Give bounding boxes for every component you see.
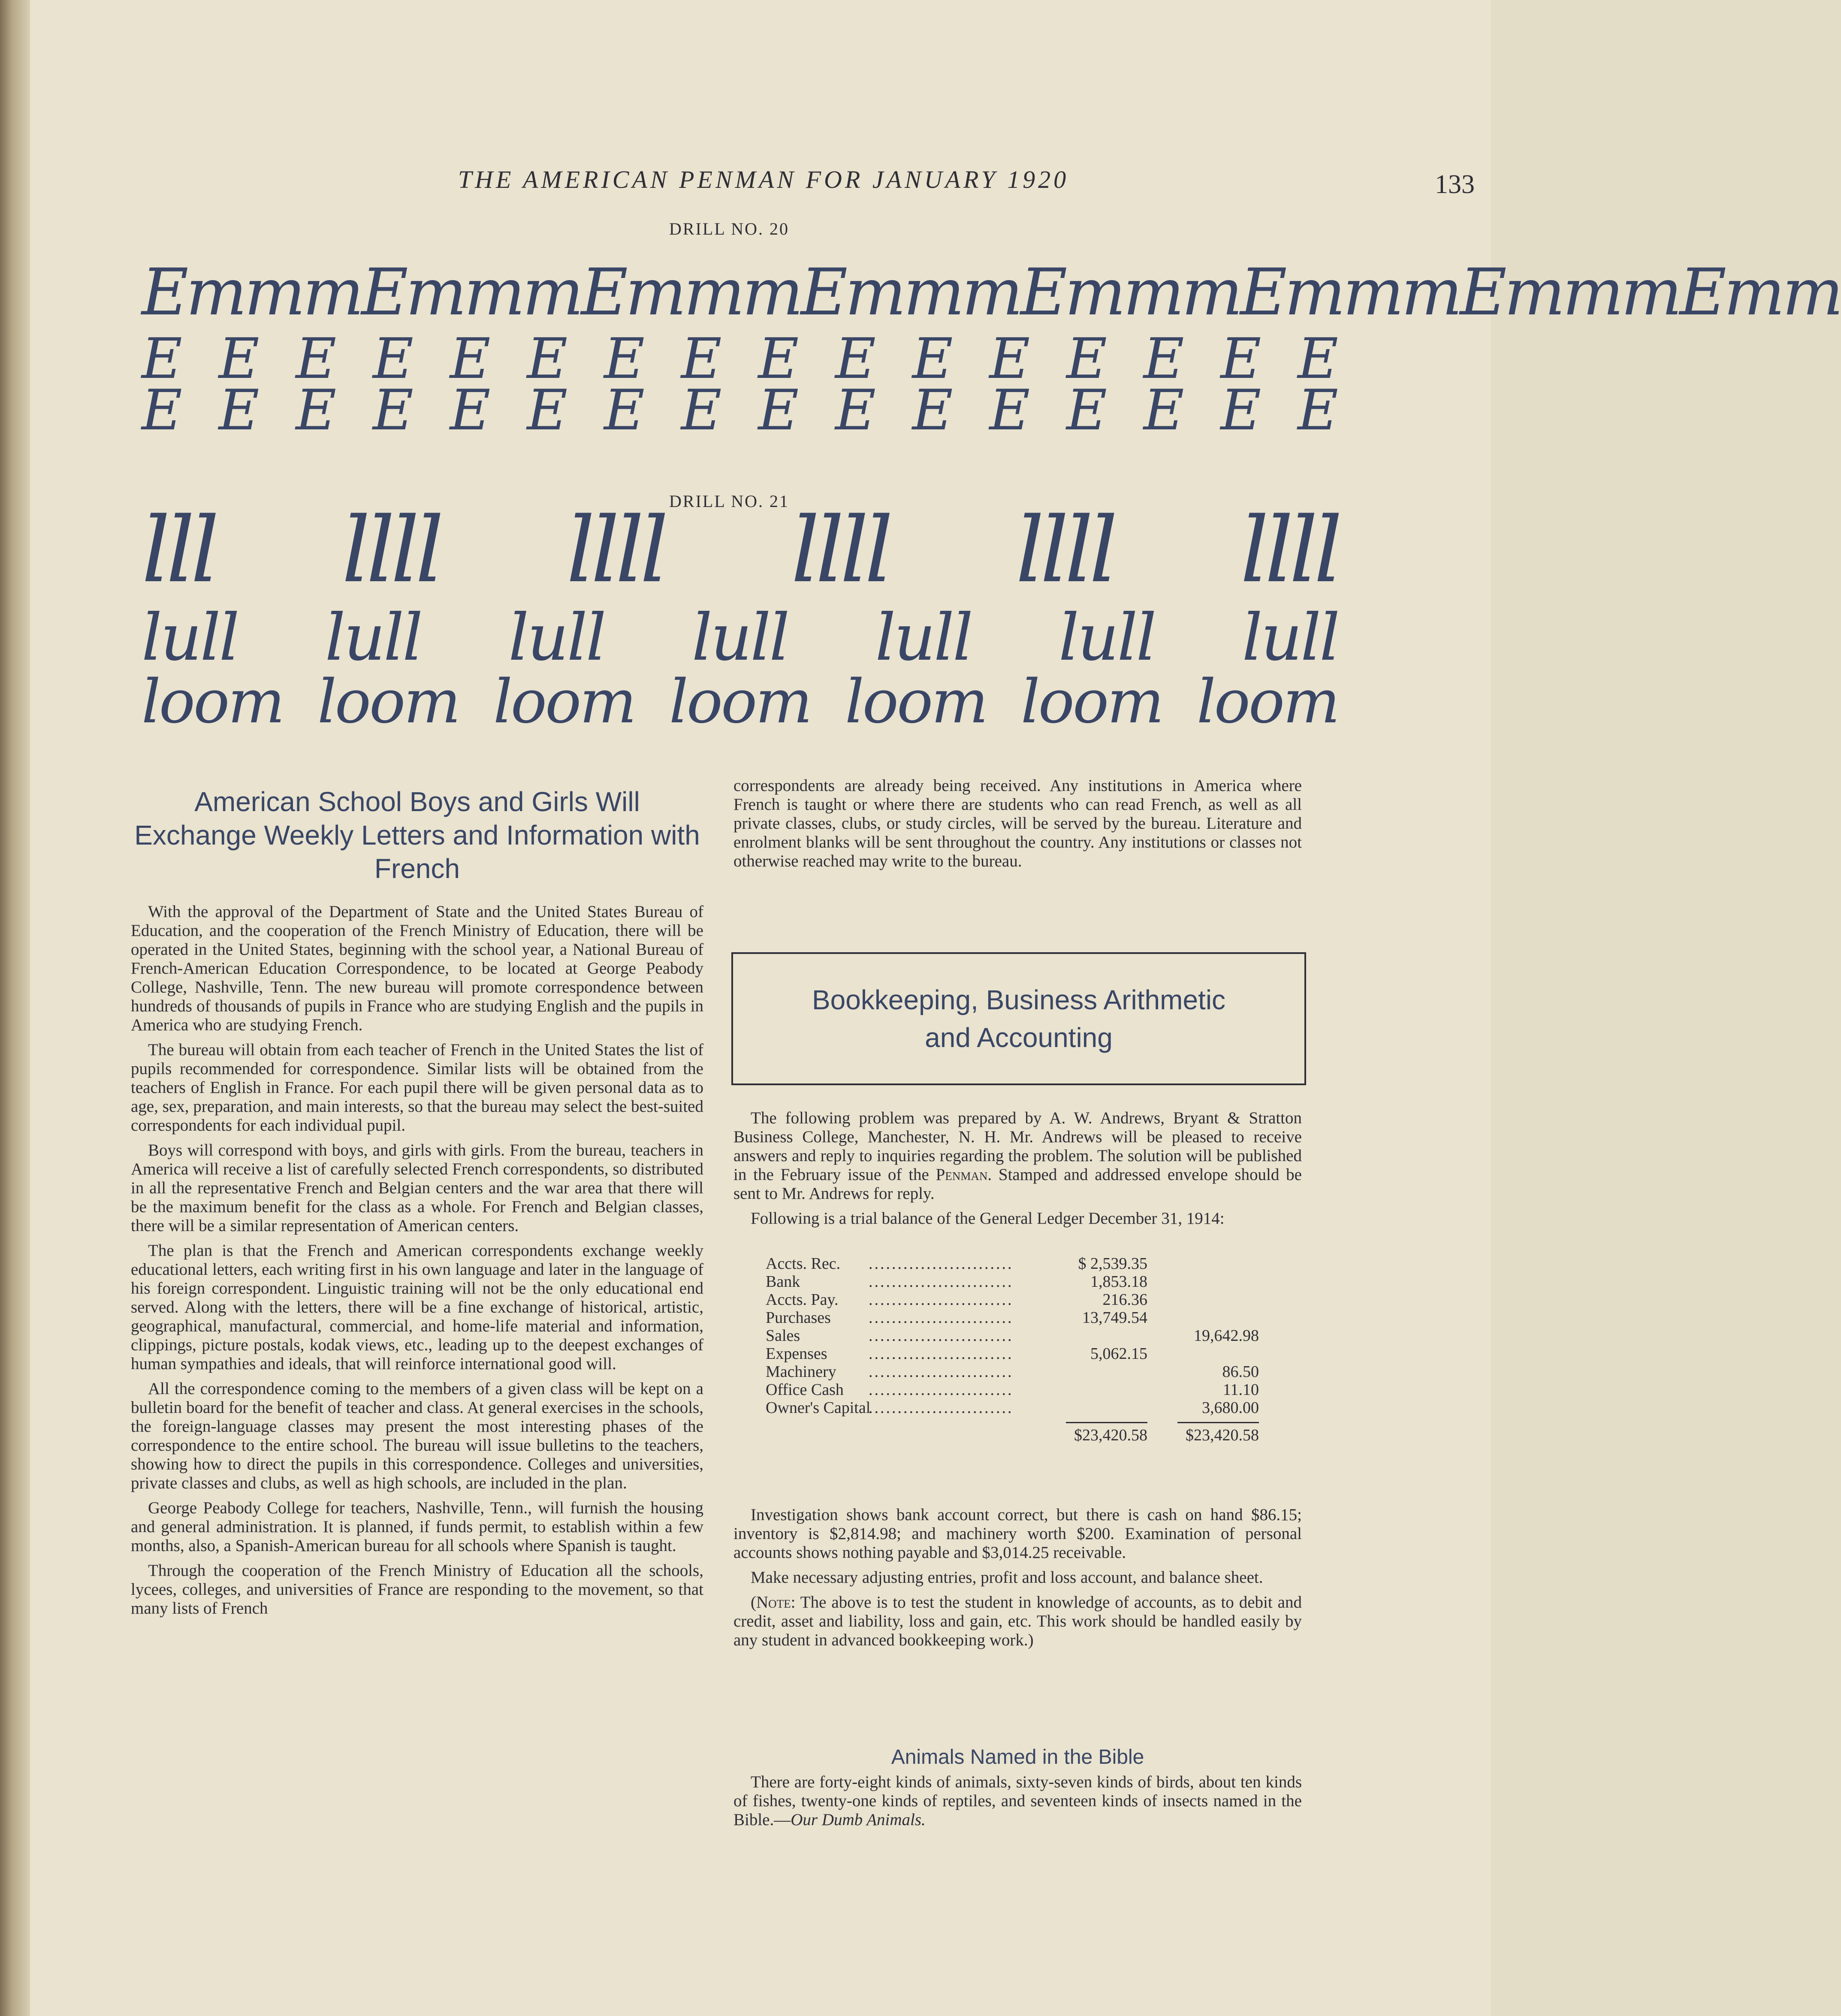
credit-value: 3,680.00	[1202, 1399, 1259, 1417]
script-word: E	[604, 377, 645, 443]
table-row: Sales ......................... 19,642.98	[766, 1327, 1259, 1345]
script-word: Emmm	[361, 255, 581, 330]
account-name: Accts. Pay.	[766, 1291, 839, 1309]
drill-21-label: DRILL NO. 21	[669, 492, 790, 511]
account-name: Office Cash	[766, 1381, 844, 1399]
animals-heading: Animals Named in the Bible	[891, 1746, 1144, 1769]
script-word: E	[758, 377, 799, 443]
article-paragraph: The bureau will obtain from each teacher of French in the United States the list of pupils recommended for correspondence. Similar lists will be obtained from the teachers of English in France. For each pupil there will be given personal data as to age, sex, preparation, and main interests, so that the bureau may select the best-suited correspondents for each individual pupil.	[131, 1041, 703, 1135]
article-paragraph: Through the cooperation of the French Ministry of Education all the schools, lycees, colleges, and universities of France are responding to the movement, so that many lists of French	[131, 1561, 703, 1618]
trial-balance-intro: Following is a trial balance of the General Ledger December 31, 1914:	[751, 1209, 1225, 1228]
script-word: loom	[493, 667, 635, 737]
penman-name: Penman	[936, 1165, 988, 1184]
account-name: Expenses	[766, 1345, 827, 1363]
script-word: Emmm	[581, 255, 801, 330]
script-word: E	[450, 326, 491, 391]
animals-text: There are forty-eight kinds of animals, sixty-seven kinds of birds, about ten kinds of fishes, twenty-one kinds of reptiles, and seventeen kinds of insects named in the Bible.—	[733, 1773, 1302, 1829]
animals-paragraph	[733, 1773, 1302, 1829]
drill-20-label: DRILL NO. 20	[669, 219, 790, 238]
credit-value: 86.50	[1222, 1363, 1259, 1381]
note-paragraph: (Note: The above is to test the student in knowledge of accounts, as to debit and credit, asset and liability, loss and gain, etc. This work should be handled easily by any student in advanced bookkeeping work.)	[733, 1593, 1302, 1649]
script-word: E	[758, 326, 799, 391]
bookkeeping-problem	[733, 1109, 1302, 1234]
script-word: E	[1298, 326, 1338, 391]
script-word: llll	[791, 498, 889, 603]
totals-row	[766, 1426, 1259, 1448]
drill-21-row-3	[142, 667, 1338, 737]
account-name: Sales	[766, 1327, 800, 1345]
script-word: lull	[691, 601, 788, 675]
account-name: Purchases	[766, 1309, 831, 1327]
script-word: Emmm	[142, 255, 362, 330]
script-word: E	[681, 326, 722, 391]
script-word: lull	[142, 601, 238, 675]
table-row: Accts. Rec. ......................... $ 2,539.35	[766, 1255, 1147, 1273]
script-word: llll	[1015, 498, 1114, 603]
script-word: Emmm	[1240, 255, 1460, 330]
script-word: E	[1220, 326, 1262, 391]
table-row: Purchases ......................... 13,749.54	[766, 1309, 1147, 1327]
problem-intro-text-2: . Stamped and addressed envelope should be sent to Mr. Andrews for reply.	[733, 1165, 1302, 1203]
script-word: E	[218, 326, 260, 391]
script-word: E	[373, 377, 413, 443]
script-word: E	[912, 377, 953, 443]
script-word: E	[142, 377, 182, 443]
article-paragraph: Boys will correspond with boys, and girls with girls. From the bureau, teachers in America will receive a list of carefully selected French correspondents, so distributed in all the representative French and Belgian centers and the war area that there will be the maximum benefit for the class as a whole. For French and Belgian classes, there will be a similar representation of American centers.	[131, 1141, 703, 1235]
total-credit: $23,420.58	[1186, 1426, 1259, 1444]
credit-value: 11.10	[1222, 1381, 1259, 1399]
book-spine	[0, 0, 30, 2016]
script-word: E	[296, 326, 337, 391]
credit-value: 19,642.98	[1194, 1327, 1259, 1345]
table-row: Owner's Capital ......................... 3,680.00	[766, 1399, 1259, 1417]
table-row: Bank ......................... 1,853.18	[766, 1273, 1147, 1291]
script-word: E	[296, 377, 337, 443]
table-row: Accts. Pay. ......................... 216.36	[766, 1291, 1147, 1309]
script-word: lull	[1242, 601, 1338, 675]
debit-value: 216.36	[1102, 1291, 1147, 1309]
script-word: E	[835, 326, 876, 391]
running-head: THE AMERICAN PENMAN FOR JANUARY 1920	[458, 166, 1069, 193]
script-word: Emm	[1679, 255, 1841, 330]
right-continuation	[733, 776, 1302, 877]
script-word: E	[527, 326, 568, 391]
table-row: Expenses ......................... 5,062.15	[766, 1345, 1147, 1363]
script-word: E	[1220, 377, 1262, 443]
script-word: E	[681, 377, 722, 443]
script-word: llll	[341, 498, 440, 603]
debit-value: 13,749.54	[1082, 1309, 1147, 1327]
script-word: E	[142, 326, 182, 391]
script-word: E	[218, 377, 260, 443]
script-word: E	[1143, 326, 1184, 391]
box-title-line-2: and Accounting	[925, 1022, 1113, 1053]
script-word: E	[527, 377, 568, 443]
animals-source: Our Dumb Animals.	[791, 1811, 926, 1829]
problem-instructions	[733, 1506, 1302, 1656]
page-number: 133	[1435, 170, 1475, 199]
script-word: E	[1298, 377, 1338, 443]
article-paragraph: The plan is that the French and American correspondents exchange weekly educational letters, each writing first in his own language and later in the language of his foreign correspondent. Linguistic training will not be the only educational end served. Along with the letters, there will be a fine exchange of historical, artistic, geographical, manufactural, commercial, and home-life material and information, clippings, picture postals, kodak views, etc., leading up to the deepest exchanges of human sympathies and ideals, that will reinforce international good will.	[131, 1241, 703, 1373]
investigation-paragraph: Investigation shows bank account correct, but there is cash on hand $86.15; inventory is $2,814.98; and machinery worth $200. Examination of personal accounts shows nothing payable and $3,014.25 receivable.	[733, 1506, 1302, 1562]
box-title-line-1: Bookkeeping, Business Arithmetic	[812, 984, 1226, 1015]
account-name: Owner's Capital	[766, 1399, 871, 1417]
script-word: llll	[566, 498, 664, 603]
total-debit: $23,420.58	[1074, 1426, 1147, 1444]
trial-balance-table	[766, 1255, 1259, 1448]
script-word: Emmm	[1460, 255, 1680, 330]
account-name: Bank	[766, 1273, 800, 1291]
script-word: E	[604, 326, 645, 391]
script-word: llll	[1240, 498, 1338, 603]
script-word: E	[373, 326, 413, 391]
script-word: E	[912, 326, 953, 391]
script-word: lull	[875, 601, 972, 675]
script-word: loom	[669, 667, 811, 737]
credit-rule	[1177, 1422, 1259, 1423]
debit-value: 5,062.15	[1090, 1345, 1147, 1363]
note-text: : The above is to test the student in knowledge of accounts, as to debit and credit, asset and liability, loss and gain, etc. This work should be handled easily by any student in advanced bookkeeping work.)	[733, 1593, 1302, 1649]
article-headline: American School Boys and Girls Will Exchange Weekly Letters and Information with French	[134, 786, 700, 884]
script-word: loom	[1020, 667, 1162, 737]
script-word: loom	[1196, 667, 1338, 737]
script-word: E	[835, 377, 876, 443]
script-word: E	[1143, 377, 1184, 443]
account-name: Machinery	[766, 1363, 836, 1381]
script-word: loom	[845, 667, 987, 737]
script-word: Emmm	[1020, 255, 1240, 330]
script-word: lull	[508, 601, 605, 675]
script-word: E	[450, 377, 491, 443]
note-label: Note	[756, 1593, 791, 1612]
adjusting-paragraph: Make necessary adjusting entries, profit and loss account, and balance sheet.	[751, 1568, 1263, 1587]
problem-intro	[733, 1109, 1302, 1203]
article-paragraph: George Peabody College for teachers, Nashville, Tenn., will furnish the housing and general administration. It is planned, if funds permit, to establish within a few months, also, a Spanish-American bureau for all schools where Spanish is taught.	[131, 1499, 703, 1555]
script-word: lull	[325, 601, 422, 675]
account-name: Accts. Rec.	[766, 1255, 841, 1273]
script-word: loom	[142, 667, 284, 737]
table-row: Office Cash ......................... 11.10	[766, 1381, 1259, 1399]
drill-21-row-2	[142, 601, 1338, 675]
total-rules	[766, 1417, 1259, 1426]
debit-rule	[1066, 1422, 1147, 1423]
script-word: E	[1066, 326, 1107, 391]
script-word: E	[989, 326, 1030, 391]
drill-21-row-1	[142, 498, 1338, 603]
animals-section	[733, 1748, 1302, 1835]
left-article	[131, 785, 703, 1624]
script-word: E	[989, 377, 1030, 443]
script-word: E	[1066, 377, 1107, 443]
script-word: Emmm	[800, 255, 1020, 330]
drill-20-row-1	[142, 255, 1841, 330]
drill-20-row-3	[142, 377, 1338, 443]
problem-intro-text: The following problem was prepared by A. W. Andrews, Bryant & Stratton Business College, Manchester, N. H. Mr. Andrews will be pleased to receive answers and reply to inquiries regarding the problem. The solution will be published in the February issue of the	[733, 1109, 1302, 1184]
script-word: lull	[1058, 601, 1155, 675]
debit-value: 1,853.18	[1090, 1273, 1147, 1291]
continuation-paragraph: correspondents are already being received. Any institutions in America where French is taught or where there are students who can read French, as well as all private classes, clubs, or study circles, will be served by the bureau. Literature and enrolment blanks will be sent throughout the country. Any institutions or classes not otherwise reached may write to the bureau.	[733, 776, 1302, 870]
script-word: loom	[317, 667, 459, 737]
bookkeeping-box	[731, 952, 1306, 1085]
script-word: lll	[142, 498, 215, 603]
debit-value: $ 2,539.35	[1078, 1255, 1147, 1273]
article-paragraph: All the correspondence coming to the members of a given class will be kept on a bulletin board for the benefit of teacher and class. At general exercises in the schools, the foreign-language classes may present the most interesting phases of the correspondence to the entire school. The bureau will issue bulletins to the teachers, showing how to direct the pupils in this correspondence. Colleges and universities, private classes and clubs, as well as high schools, are included in the plan.	[131, 1379, 703, 1492]
article-paragraph: With the approval of the Department of State and the United States Bureau of Education, and the cooperation of the French Ministry of Education, there will be operated in the United States, beginning with the school year, a National Bureau of French-American Education Correspondence, to be located at George Peabody College, Nashville, Tenn. The new bureau will promote correspondence between hundreds of thousands of pupils in France who are studying English and the pupils in America who are studying French.	[131, 902, 703, 1034]
table-row: Machinery ......................... 86.50	[766, 1363, 1259, 1381]
